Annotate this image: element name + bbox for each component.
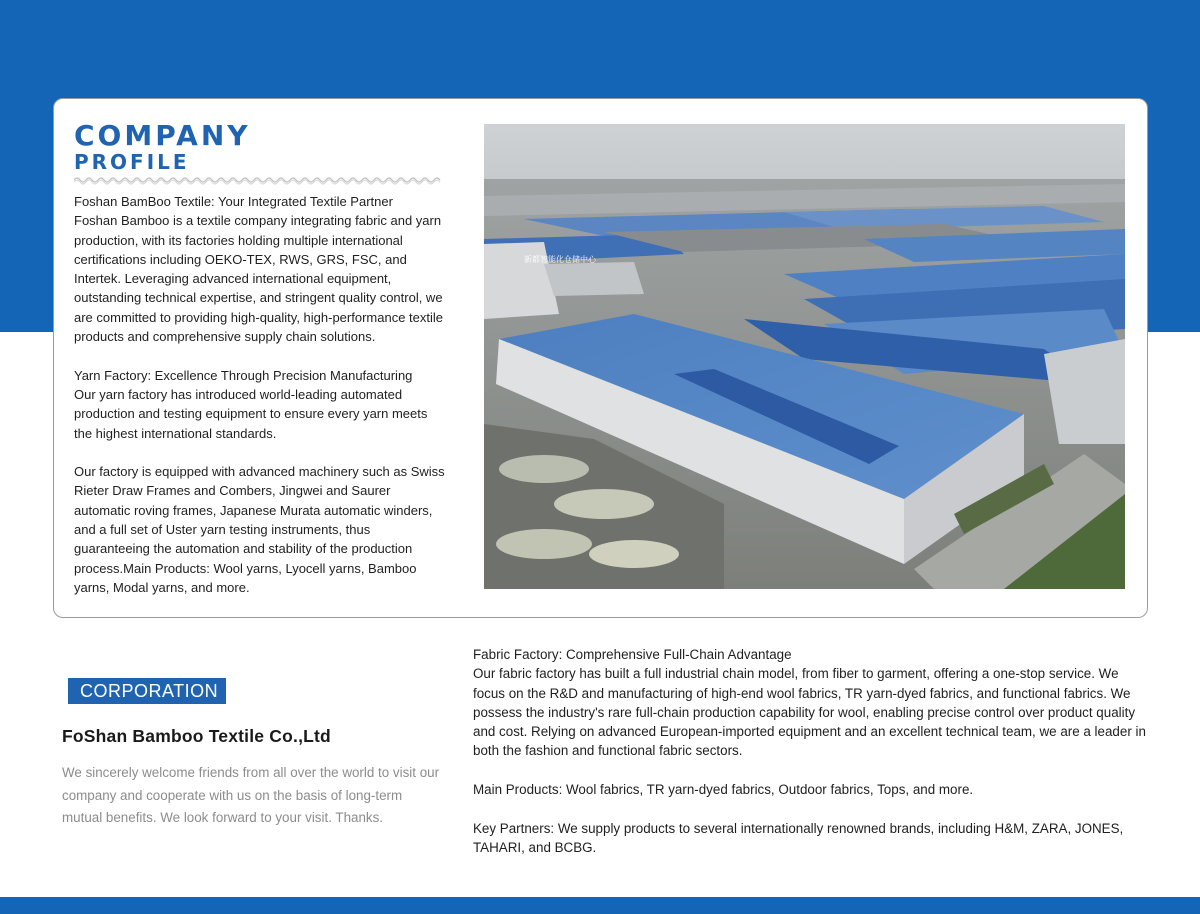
wave-divider xyxy=(74,175,442,185)
key-partners: Key Partners: We supply products to several internationally renowned brands, including H&M, ZARA, JONES, TAHARI, and BCBG. xyxy=(473,820,1124,855)
intro-body: Foshan Bamboo is a textile company integrating fabric and yarn production, with its factories holding multiple international certifications including OEKO-TEX, RWS, GRS, FSC, and Intertek. Leveraging advanced international equipment, outstanding technical expertise, and stringent quality control, we are committed to providing high-quality, high-performance textile products and comprehensive supply chain solutions. xyxy=(74,213,443,345)
page-subtitle: PROFILE xyxy=(74,150,190,174)
yarn-heading: Yarn Factory: Excellence Through Precision Manufacturing xyxy=(74,367,413,383)
welcome-message: We sincerely welcome friends from all over the world to visit our company and cooperate with us on the basis of long-term mutual benefits. We look forward to your visit. Thanks. xyxy=(62,765,440,825)
fabric-heading: Fabric Factory: Comprehensive Full-Chain Advantage xyxy=(473,647,792,662)
factory-aerial-photo xyxy=(484,124,1125,589)
corporation-name: FoShan Bamboo Textile Co.,Ltd xyxy=(62,726,331,746)
intro-heading: Foshan BamBoo Textile: Your Integrated Textile Partner xyxy=(74,194,393,209)
yarn-body: Our yarn factory has introduced world-leading automated production and testing equipment to ensure every yarn meets the highest international standards. xyxy=(74,386,428,441)
company-profile-text xyxy=(74,192,446,597)
footer-blue-band xyxy=(0,897,1200,914)
fabric-products: Main Products: Wool fabrics, TR yarn-dyed fabrics, Outdoor fabrics, Tops, and more. xyxy=(473,782,974,798)
warehouse-sign-text: 新都智能化仓储中心 xyxy=(524,255,596,264)
equipment-body: Our factory is equipped with advanced machinery such as Swiss Rieter Draw Frames and Combers, Jingwei and Saurer automatic roving frames, Japanese Murata automatic winders, and a full set of Uster yarn testing instruments, thus guaranteeing the automation and stability of the production process.Main Products: Wool yarns, Lyocell yarns, Bamboo yarns, Modal yarns, and more. xyxy=(74,464,445,595)
fabric-body: Our fabric factory has built a full industrial chain model, from fiber to garment, offering a one-stop service. We focus on the R&D and manufacturing of high-end wool fabrics, TR yarn-dyed fabrics, and functional fabrics. We possess the industry's rare full-chain production capability for wool, enabling precise control over product quality and cost. Relying on advanced European-imported equipment and an excellent technical team, we are a leader in both the fashion and functional fabric sectors. xyxy=(473,666,1146,759)
fabric-factory-text xyxy=(473,645,1153,857)
corporation-tag: CORPORATION xyxy=(68,678,226,704)
page-title: COMPANY xyxy=(74,119,251,152)
